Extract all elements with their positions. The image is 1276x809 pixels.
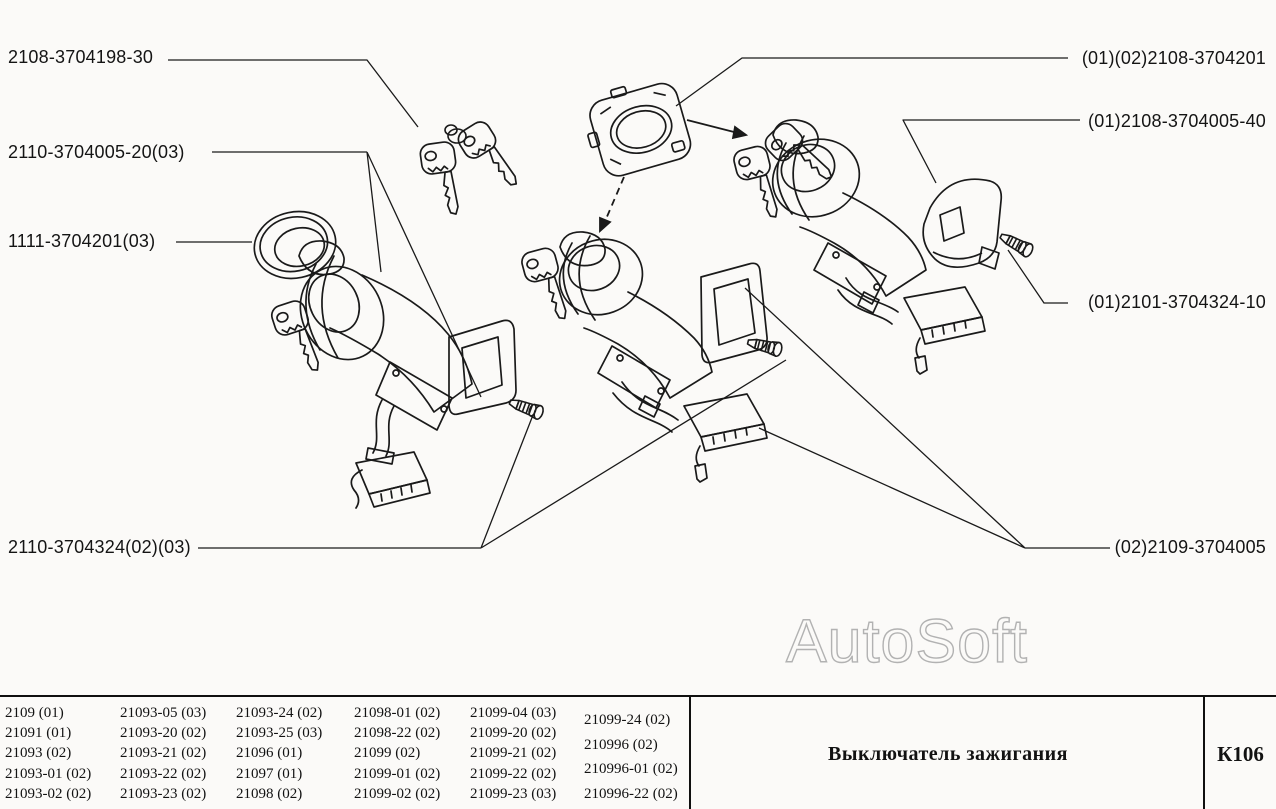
page-code: К106	[1217, 741, 1264, 766]
part-label-2108-3704198-30: 2108-3704198-30	[8, 47, 154, 67]
model-cell: 21093-20 (02)	[120, 725, 207, 742]
model-cell: 21099-21 (02)	[470, 745, 557, 762]
model-cell: 21098-01 (02)	[354, 705, 441, 721]
cover-plate-left-icon	[449, 320, 516, 414]
model-cell: 21097 (01)	[236, 765, 303, 782]
model-cell: 21093-01 (02)	[5, 765, 92, 782]
part-label-2108-3704201: (01)(02)2108-3704201	[1081, 48, 1266, 68]
model-cell: 21093 (02)	[5, 745, 72, 762]
model-cell: 210996-22 (02)	[584, 785, 678, 802]
model-cell: 2109 (01)	[5, 705, 64, 721]
ignition-switch-assembly-center	[520, 228, 767, 482]
part-label-1111-3704201: 1111-3704201(03)	[8, 231, 156, 251]
applicability-table	[0, 695, 1276, 809]
model-cell: 21099-22 (02)	[470, 765, 557, 782]
table-title-cell	[689, 697, 1205, 809]
autosoft-watermark: AutoSoft	[786, 607, 1028, 675]
model-cell: 21096 (01)	[236, 745, 303, 762]
bracket-right-icon	[923, 179, 1001, 269]
mounting-bezel-icon	[578, 73, 695, 181]
model-cell: 21099-24 (02)	[584, 712, 671, 728]
ignition-switch-assembly-left	[269, 241, 472, 508]
model-column-6	[584, 697, 698, 806]
model-column-5	[470, 697, 584, 804]
model-cell: 21093-23 (02)	[120, 785, 207, 802]
model-column-4	[354, 697, 468, 804]
model-cell: 210996-01 (02)	[584, 761, 678, 778]
model-list-section	[0, 697, 689, 809]
part-label-2110-3704324: 2110-3704324(02)(03)	[8, 537, 191, 557]
model-cell: 21098-22 (02)	[354, 725, 441, 742]
part-label-2110-3704005-20: 2110-3704005-20(03)	[8, 142, 185, 162]
model-cell: 21099-23 (03)	[470, 785, 557, 802]
ignition-switch-assembly-right	[732, 119, 985, 374]
model-column-3	[236, 697, 350, 804]
model-cell: 21098 (02)	[236, 785, 303, 802]
model-column-1	[5, 697, 119, 804]
screw-right-icon	[998, 230, 1035, 259]
model-cell: 21099-20 (02)	[470, 725, 557, 742]
model-cell: 21099-04 (03)	[470, 705, 557, 721]
model-cell: 21093-02 (02)	[5, 785, 92, 802]
model-cell: 21099-02 (02)	[354, 785, 441, 802]
table-title: Выключатель зажигания	[828, 742, 1068, 765]
model-cell: 210996 (02)	[584, 736, 658, 753]
model-cell: 21093-21 (02)	[120, 745, 207, 762]
model-cell: 21093-05 (03)	[120, 705, 207, 721]
model-cell: 21093-25 (03)	[236, 725, 323, 742]
model-cell: 21091 (01)	[5, 725, 72, 742]
model-cell: 21099-01 (02)	[354, 765, 441, 782]
model-cell: 21099 (02)	[354, 745, 421, 762]
model-column-2	[120, 697, 234, 804]
part-label-2109-3704005: (02)2109-3704005	[1114, 537, 1266, 557]
part-label-2108-3704005-40: (01)2108-3704005-40	[1088, 111, 1266, 131]
keys-pair-icon	[419, 118, 522, 218]
model-cell: 21093-22 (02)	[120, 765, 207, 782]
part-label-2101-3704324-10: (01)2101-3704324-10	[1088, 292, 1266, 312]
table-code-cell	[1203, 697, 1276, 809]
model-cell: 21093-24 (02)	[236, 705, 323, 721]
